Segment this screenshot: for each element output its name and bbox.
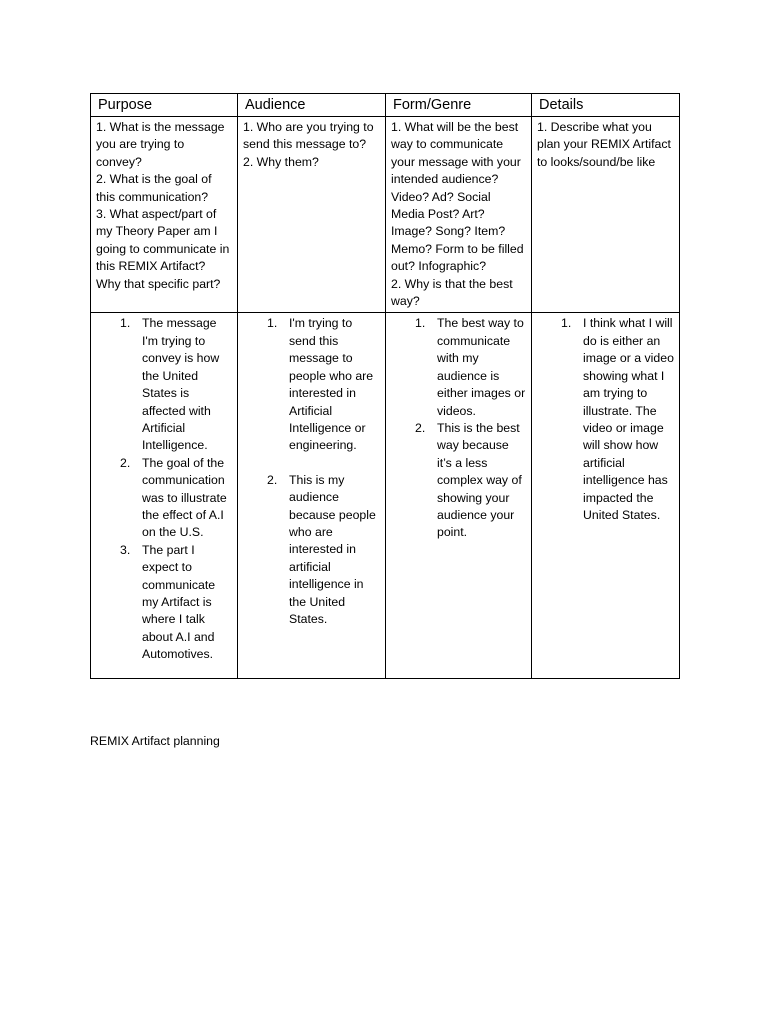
answer-text: This is my audience because people who are interested in artificial intelligence in the United States. xyxy=(289,472,376,626)
questions-row xyxy=(91,117,680,313)
answers-row xyxy=(91,313,680,679)
question-text: 2. What is the goal of this communication? xyxy=(96,172,212,204)
answers-cell-purpose xyxy=(91,313,238,679)
answers-cell-details xyxy=(532,313,680,679)
answer-text: I'm trying to send this message to people who are interested in Artificial Intelligence or engineering. xyxy=(289,316,374,453)
list-item xyxy=(537,315,674,524)
list-number: 1. xyxy=(267,316,278,331)
list-number: 1. xyxy=(415,316,426,331)
answers-cell-audience xyxy=(238,313,386,679)
document-caption: REMIX Artifact planning xyxy=(90,734,220,748)
header-form-genre: Form/Genre xyxy=(386,94,532,117)
questions-cell-details xyxy=(532,117,680,313)
list-number: 1. xyxy=(561,316,572,331)
answer-list xyxy=(243,315,380,628)
list-number: 3. xyxy=(120,542,131,557)
questions-cell-purpose xyxy=(91,117,238,313)
answer-list xyxy=(96,315,232,663)
question-text: 3. What aspect/part of my Theory Paper am I going to communicate in this REMIX Artifact? Why that specific part? xyxy=(96,207,230,291)
questions-cell-audience xyxy=(238,117,386,313)
header-row xyxy=(91,94,680,117)
answer-text: I think what I will do is either an image or a video showing what I am trying to illustrate. The video or image will show how artificial intelligence has impacted the United States. xyxy=(583,316,674,522)
answer-text: The goal of the communication was to illustrate the effect of A.I on the U.S. xyxy=(142,455,227,540)
header-details: Details xyxy=(532,94,680,117)
header-purpose: Purpose xyxy=(91,94,238,117)
list-item xyxy=(391,315,526,419)
answer-text: The part I expect to communicate my Artifact is where I talk about A.I and Automotives. xyxy=(142,542,216,662)
question-text: 1. What will be the best way to communicate your message with your intended audience? Video? Ad? Social Media Post? Art? Image? Song? Item? Memo? Form to be filled out? Infographic? xyxy=(391,120,524,274)
list-item xyxy=(96,542,232,664)
list-item xyxy=(96,315,232,454)
question-text: 2. Why is that the best way? xyxy=(391,276,513,309)
list-item xyxy=(243,472,380,629)
list-number: 2. xyxy=(267,472,278,487)
answer-text: The best way to communicate with my audience is either images or videos. xyxy=(437,316,526,418)
list-item xyxy=(96,455,232,542)
list-number: 1. xyxy=(120,316,131,331)
answer-list xyxy=(391,315,526,541)
list-item xyxy=(243,315,380,454)
list-item xyxy=(391,420,526,542)
list-number: 2. xyxy=(120,455,131,470)
answers-cell-form-genre xyxy=(386,313,532,679)
list-number: 2. xyxy=(415,420,426,435)
question-text: 1. What is the message you are trying to convey? xyxy=(96,120,225,169)
answer-list xyxy=(537,315,674,524)
question-text: 1. Who are you trying to send this message to? xyxy=(243,120,374,152)
question-text: 1. Describe what you plan your REMIX Artifact to looks/sound/be like xyxy=(537,120,671,169)
remix-planning-table xyxy=(90,93,680,679)
question-text: 2. Why them? xyxy=(243,154,319,169)
header-audience: Audience xyxy=(238,94,386,117)
answer-text: This is the best way because it’s a less complex way of showing your audience your point. xyxy=(437,420,522,540)
answer-text: The message I'm trying to convey is how the United States is affected with Artificial Intelligence. xyxy=(142,316,220,453)
questions-cell-form-genre xyxy=(386,117,532,313)
